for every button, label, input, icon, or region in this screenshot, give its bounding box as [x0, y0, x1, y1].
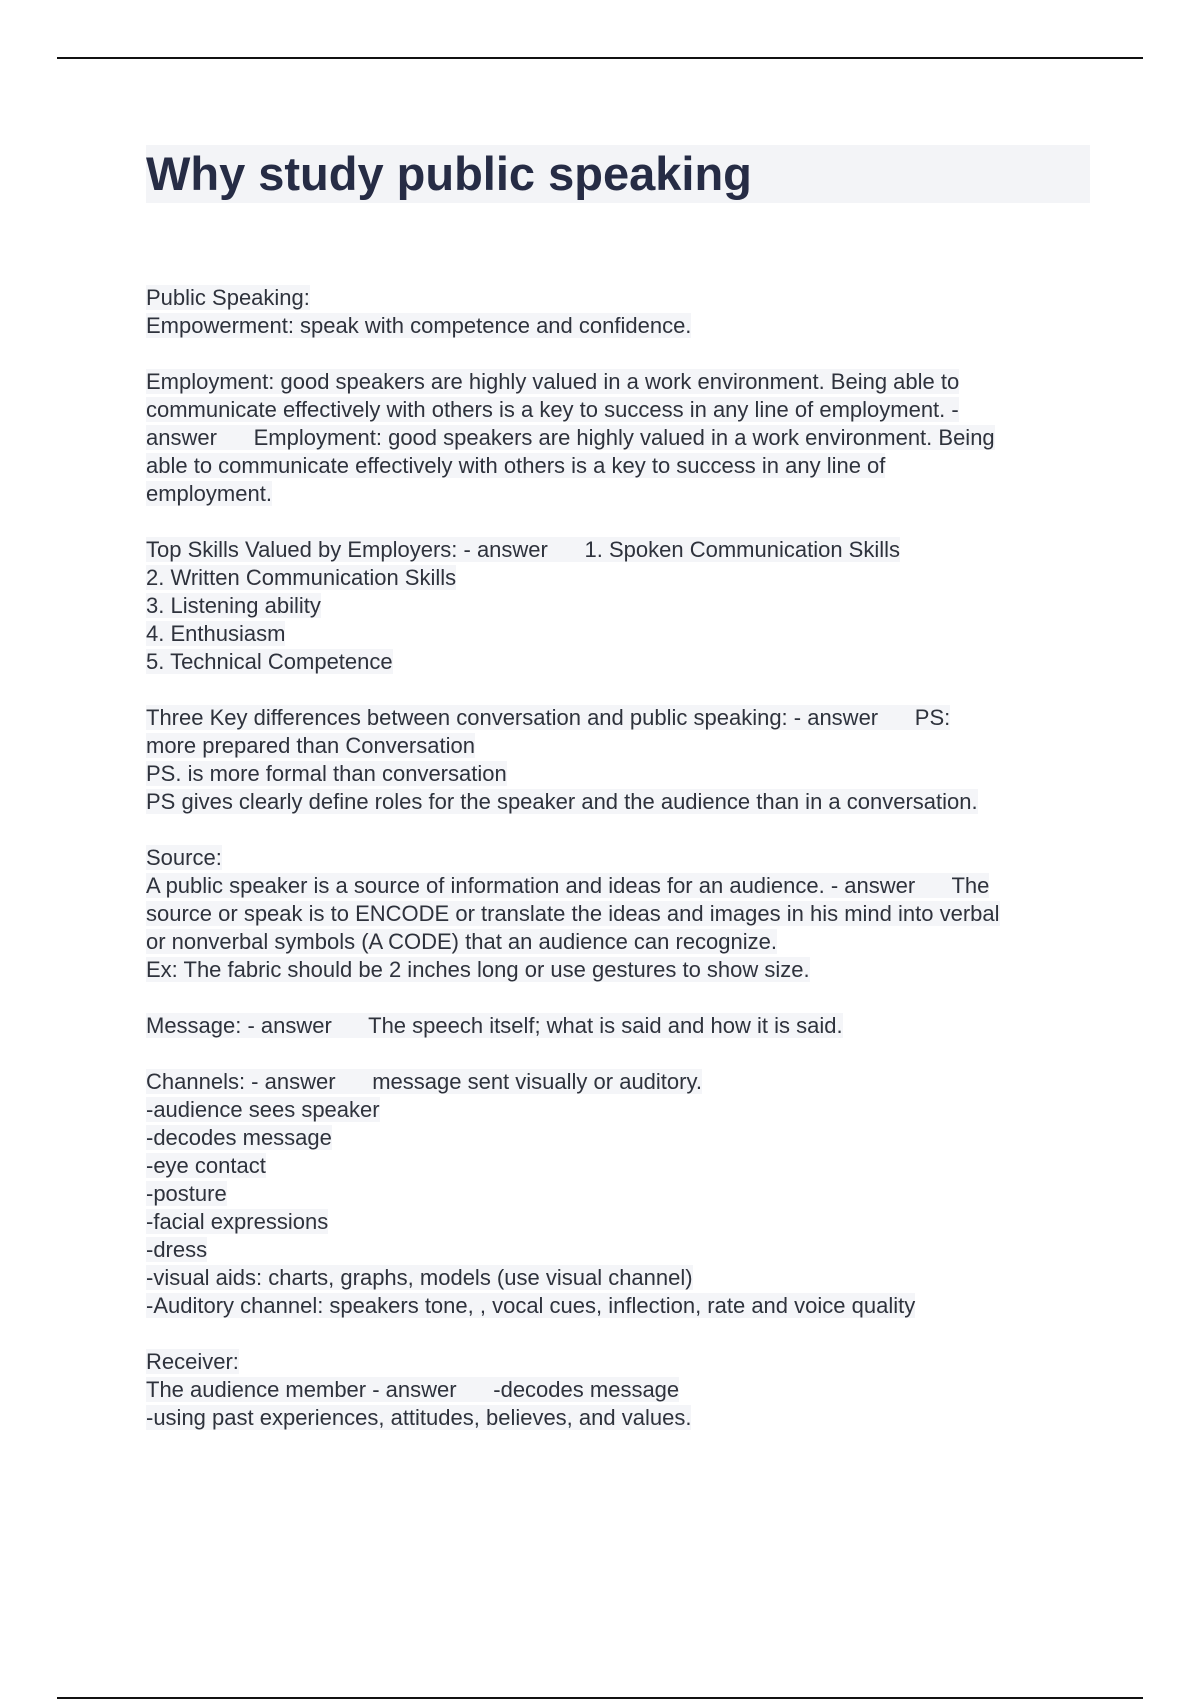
text-line: -dress — [146, 1237, 208, 1262]
text-line: -eye contact — [146, 1153, 266, 1178]
block-key-differences — [146, 704, 1090, 816]
text-line: -visual aids: charts, graphs, models (use visual channel) — [146, 1265, 693, 1290]
text-line: able to communicate effectively with others is a key to success in any line of — [146, 453, 886, 478]
document-body — [146, 284, 1090, 1460]
block-source — [146, 844, 1090, 984]
text-line: Public Speaking: — [146, 285, 310, 310]
text-line: 4. Enthusiasm — [146, 621, 286, 646]
block-top-skills — [146, 536, 1090, 676]
text-line: Empowerment: speak with competence and confidence. — [146, 313, 692, 338]
text-line: Message: - answer The speech itself; what is said and how it is said. — [146, 1013, 843, 1038]
text-line: Receiver: — [146, 1349, 239, 1374]
text-line: Source: — [146, 845, 222, 870]
block-message — [146, 1012, 1090, 1040]
text-line: A public speaker is a source of information and ideas for an audience. - answer The — [146, 873, 990, 898]
bottom-rule — [57, 1697, 1143, 1699]
block-employment — [146, 368, 1090, 508]
text-line: Top Skills Valued by Employers: - answer 1. Spoken Communication Skills — [146, 537, 901, 562]
text-line: The audience member - answer -decodes message — [146, 1377, 680, 1402]
text-line: -using past experiences, attitudes, believes, and values. — [146, 1405, 692, 1430]
text-line: PS. is more formal than conversation — [146, 761, 507, 786]
text-line: -decodes message — [146, 1125, 332, 1150]
text-line: PS gives clearly define roles for the speaker and the audience than in a conversation. — [146, 789, 978, 814]
block-channels — [146, 1068, 1090, 1320]
block-public-speaking — [146, 284, 1090, 340]
text-line: 2. Written Communication Skills — [146, 565, 457, 590]
text-line: 3. Listening ability — [146, 593, 321, 618]
top-rule — [57, 57, 1143, 59]
text-line: more prepared than Conversation — [146, 733, 475, 758]
text-line: source or speak is to ENCODE or translate the ideas and images in his mind into verbal — [146, 901, 1000, 926]
text-line: -facial expressions — [146, 1209, 329, 1234]
text-line: Employment: good speakers are highly valued in a work environment. Being able to — [146, 369, 960, 394]
text-line: -posture — [146, 1181, 227, 1206]
text-line: communicate effectively with others is a key to success in any line of employment. - — [146, 397, 959, 422]
text-line: Ex: The fabric should be 2 inches long or use gestures to show size. — [146, 957, 810, 982]
text-line: Three Key differences between conversation and public speaking: - answer PS: — [146, 705, 951, 730]
text-line: -audience sees speaker — [146, 1097, 380, 1122]
text-line: Channels: - answer message sent visually or auditory. — [146, 1069, 702, 1094]
text-line: or nonverbal symbols (A CODE) that an audience can recognize. — [146, 929, 777, 954]
text-line: employment. — [146, 481, 272, 506]
text-line: 5. Technical Competence — [146, 649, 393, 674]
text-line: answer Employment: good speakers are highly valued in a work environment. Being — [146, 425, 995, 450]
text-line: -Auditory channel: speakers tone, , vocal cues, inflection, rate and voice quality — [146, 1293, 916, 1318]
page-title: Why study public speaking — [146, 145, 1090, 203]
block-receiver — [146, 1348, 1090, 1432]
